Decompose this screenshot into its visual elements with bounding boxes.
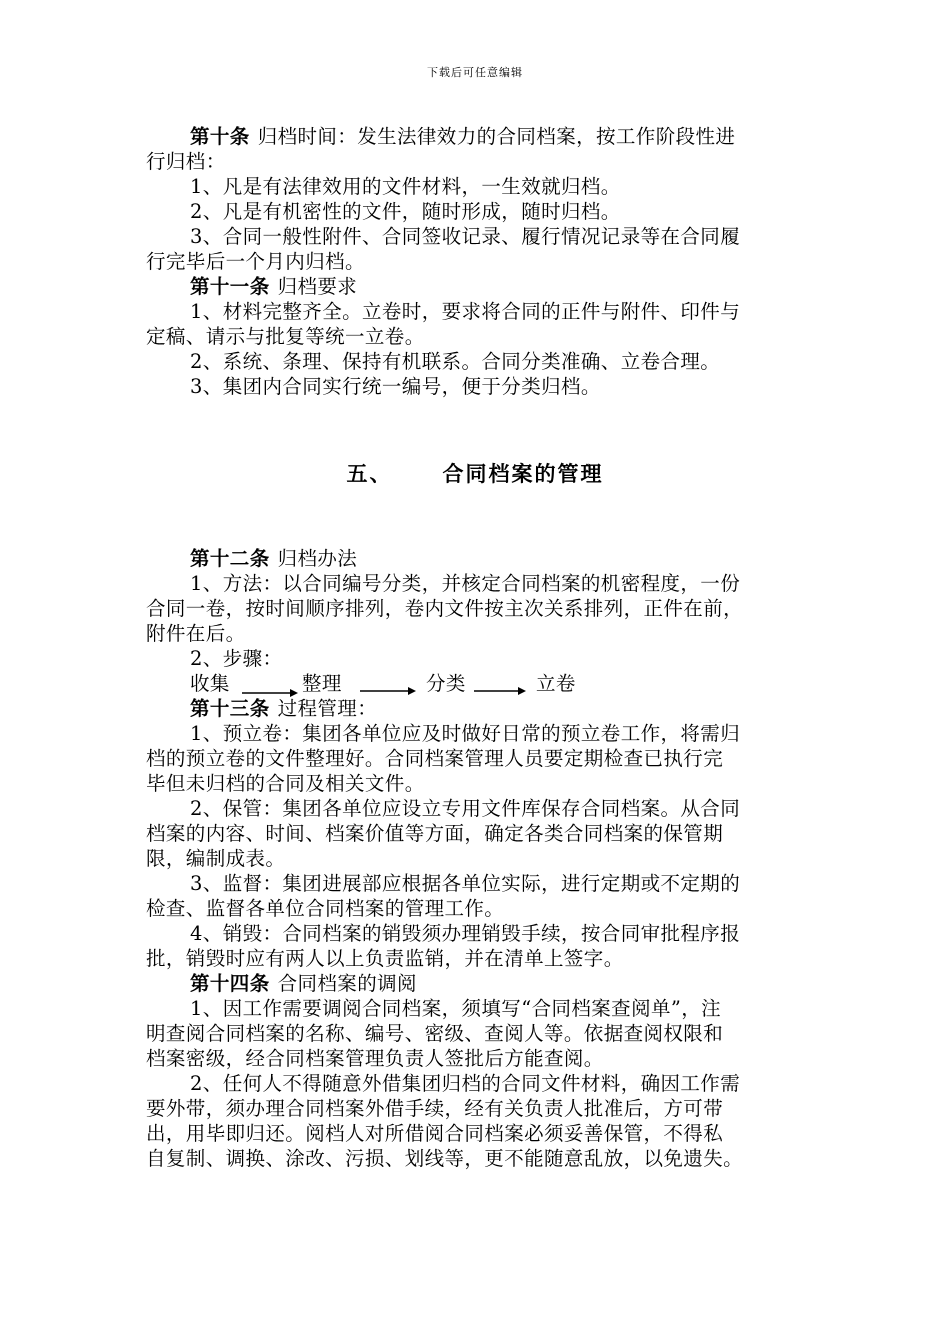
flow-step-collect: 收集 xyxy=(190,672,230,695)
articles-12-14 xyxy=(146,546,811,1171)
article-10-item-2: 2、凡是有机密性的文件，随时形成，随时归档。 xyxy=(190,200,621,223)
article-11-item-1-cont: 定稿、请示与批复等统一立卷。 xyxy=(146,325,425,348)
article-14-label: 第十四条 xyxy=(190,972,270,995)
arrow-right-icon xyxy=(360,679,416,699)
article-13-item-1-cont-1: 档的预立卷的文件整理好。合同档案管理人员要定期检查已执行完 xyxy=(146,747,724,770)
article-13-item-4-text: 4、销毁：合同档案的销毁须办理销毁手续，按合同审批程序报 xyxy=(190,922,741,945)
article-14-title: 合同档案的调阅 xyxy=(277,972,417,995)
article-13-title: 过程管理： xyxy=(277,697,378,720)
flow-step-classify: 分类 xyxy=(426,672,466,695)
section-heading xyxy=(0,458,950,488)
article-13-item-3-text: 3、监督：集团进展部应根据各单位实际，进行定期或不定期的 xyxy=(190,872,741,895)
article-12-item-2: 2、步骤： xyxy=(190,647,283,670)
article-14-item-2 xyxy=(146,1071,811,1171)
article-13-label: 第十三条 xyxy=(190,697,270,720)
article-14-item-1-cont-1: 明查阅合同档案的名称、编号、密级、查阅人等。依据查阅权限和 xyxy=(146,1022,724,1045)
article-12-heading xyxy=(146,546,811,571)
article-13-item-2-text: 2、保管：集团各单位应设立专用文件库保存合同档案。从合同 xyxy=(190,797,741,820)
article-10-item-3-cont: 行完毕后一个月内归档。 xyxy=(146,250,365,273)
flow-step-file: 立卷 xyxy=(536,672,576,695)
article-12-item-1 xyxy=(146,571,811,646)
article-11-item-1-text: 1、材料完整齐全。立卷时，要求将合同的正件与附件、印件与 xyxy=(190,300,741,323)
articles-10-11 xyxy=(146,124,811,399)
process-flow xyxy=(146,671,811,696)
article-14-item-1-cont-2: 档案密级，经合同档案管理负责人签批后方能查阅。 xyxy=(146,1047,604,1070)
article-14-item-2-text: 2、任何人不得随意外借集团归档的合同文件材料，确因工作需 xyxy=(190,1072,741,1095)
article-10-item-3 xyxy=(146,224,811,274)
page-header: 下载后可任意编辑 xyxy=(427,66,523,79)
article-11-item-3: 3、集团内合同实行统一编号，便于分类归档。 xyxy=(190,375,601,398)
article-10-intro-cont: 行归档： xyxy=(146,150,226,173)
article-13-item-3 xyxy=(146,871,811,921)
article-13-item-3-cont: 检查、监督各单位合同档案的管理工作。 xyxy=(146,897,505,920)
article-11-title: 归档要求 xyxy=(277,275,358,298)
article-14-item-2-cont-1: 要外带，须办理合同档案外借手续，经有关负责人批准后，方可带 xyxy=(146,1097,724,1120)
article-13-item-1-text: 1、预立卷：集团各单位应及时做好日常的预立卷工作，将需归 xyxy=(190,722,741,745)
article-10-intro-text: 归档时间：发生法律效力的合同档案，按工作阶段性进 xyxy=(257,125,736,148)
arrow-right-icon xyxy=(242,679,298,699)
article-13-item-4 xyxy=(146,921,811,971)
article-13-item-4-cont: 批，销毁时应有两人以上负责监销，并在清单上签字。 xyxy=(146,947,624,970)
article-11-item-1 xyxy=(146,299,811,349)
article-10-item-3-text: 3、合同一般性附件、合同签收记录、履行情况记录等在合同履 xyxy=(190,225,741,248)
section-number: 五、 xyxy=(346,461,393,486)
article-14-item-2-cont-2: 出，用毕即归还。阅档人对所借阅合同档案必须妥善保管，不得私 xyxy=(146,1122,724,1145)
article-11-item-2: 2、系统、条理、保持有机联系。合同分类准确、立卷合理。 xyxy=(190,350,721,373)
article-10-item-1: 1、凡是有法律效用的文件材料，一生效就归档。 xyxy=(190,175,621,198)
article-13-item-2-cont-1: 档案的内容、时间、档案价值等方面，确定各类合同档案的保管期 xyxy=(146,822,724,845)
flow-step-organize: 整理 xyxy=(302,672,342,695)
article-13-item-1 xyxy=(146,721,811,796)
article-13-heading xyxy=(146,696,811,721)
article-11-label: 第十一条 xyxy=(190,275,270,298)
article-12-item-1-text: 1、方法：以合同编号分类，并核定合同档案的机密程度，一份 xyxy=(190,572,741,595)
section-title: 合同档案的管理 xyxy=(442,461,604,486)
article-14-item-1 xyxy=(146,996,811,1071)
article-14-item-1-text: 1、因工作需要调阅合同档案，须填写“合同档案查阅单”，注 xyxy=(190,997,722,1020)
article-12-item-1-cont-1: 合同一卷，按时间顺序排列，卷内文件按主次关系排列，正件在前， xyxy=(146,597,744,620)
article-13-item-2-cont-2: 限，编制成表。 xyxy=(146,847,286,870)
article-14-item-2-cont-3: 自复制、调换、涂改、污损、划线等，更不能随意乱放，以免遗失。 xyxy=(146,1147,744,1170)
article-13-item-1-cont-2: 毕但未归档的合同及相关文件。 xyxy=(146,772,425,795)
article-14-heading xyxy=(146,971,811,996)
arrow-right-icon xyxy=(474,679,526,699)
article-10-label: 第十条 xyxy=(190,125,250,148)
article-11-heading xyxy=(146,274,811,299)
article-12-label: 第十二条 xyxy=(190,547,270,570)
article-13-item-2 xyxy=(146,796,811,871)
article-10-intro xyxy=(146,124,811,174)
article-12-title: 归档办法 xyxy=(277,547,358,570)
article-12-item-1-cont-2: 附件在后。 xyxy=(146,622,246,645)
